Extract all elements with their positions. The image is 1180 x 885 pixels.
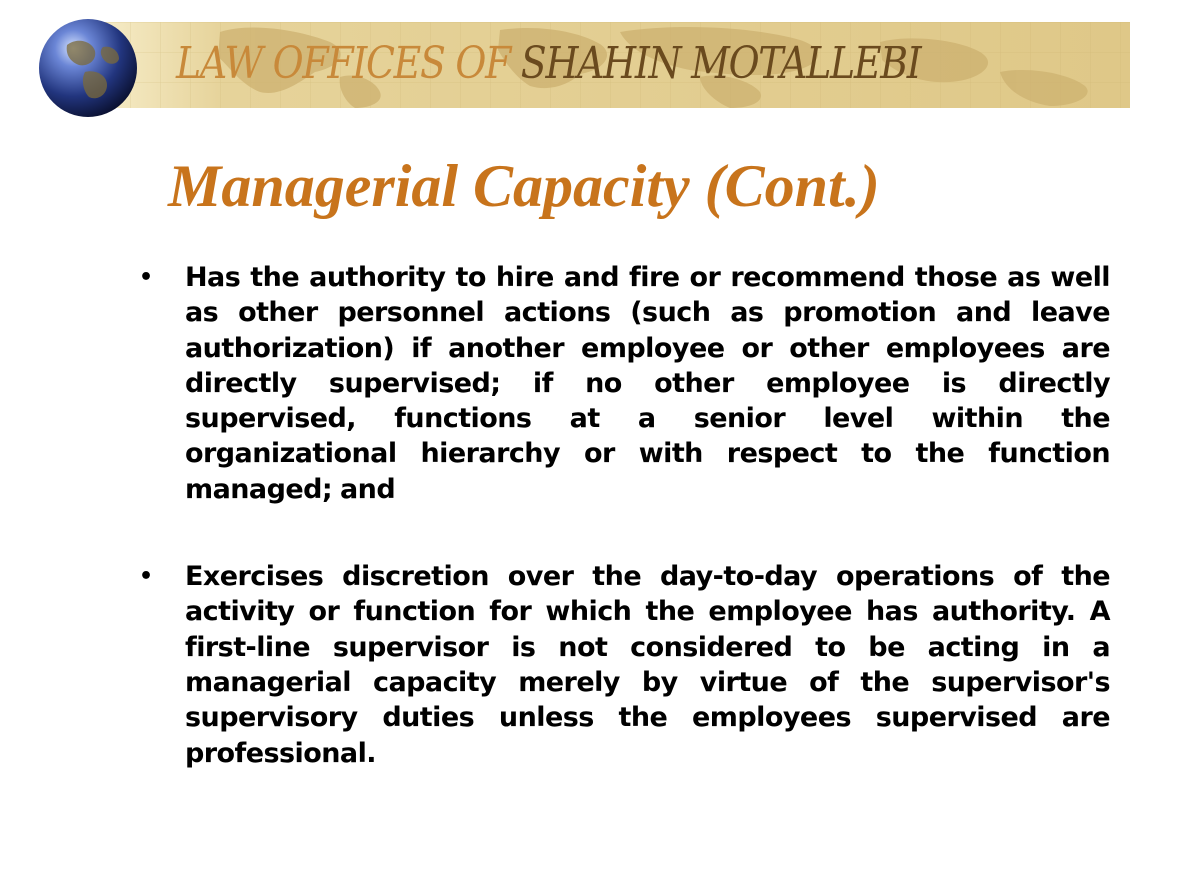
bullet-icon: • [138, 265, 154, 290]
bullet-text-discretion: Exercises discretion over the day-to-day operations of the activity or function for which the employee has authority. A first-line supervisor is not considered to be acting in a managerial capacity merely by virtue of the supervisor's supervisory duties unless the employees supervised are professional. [185, 561, 1110, 769]
firm-name [176, 38, 920, 90]
bullet-icon: • [138, 564, 154, 590]
firm-name-prefix: LAW OFFICES OF [176, 38, 521, 89]
bullet-text-authority: Has the authority to hire and fire or recommend those as well as other personnel actions (such as promotion and leave authorization) if another employee or other employees are directly supervised; if no other employee is directly supervised, functions at a senior level within the organizational hierarchy or with respect to the function managed; and [185, 262, 1110, 505]
bullet-list [135, 260, 1110, 771]
list-item [135, 260, 1110, 507]
globe-icon [37, 17, 139, 119]
firm-name-attorney: SHAHIN MOTALLEBI [520, 38, 921, 89]
list-item [135, 559, 1110, 771]
slide-title: Managerial Capacity (Cont.) [168, 153, 880, 219]
